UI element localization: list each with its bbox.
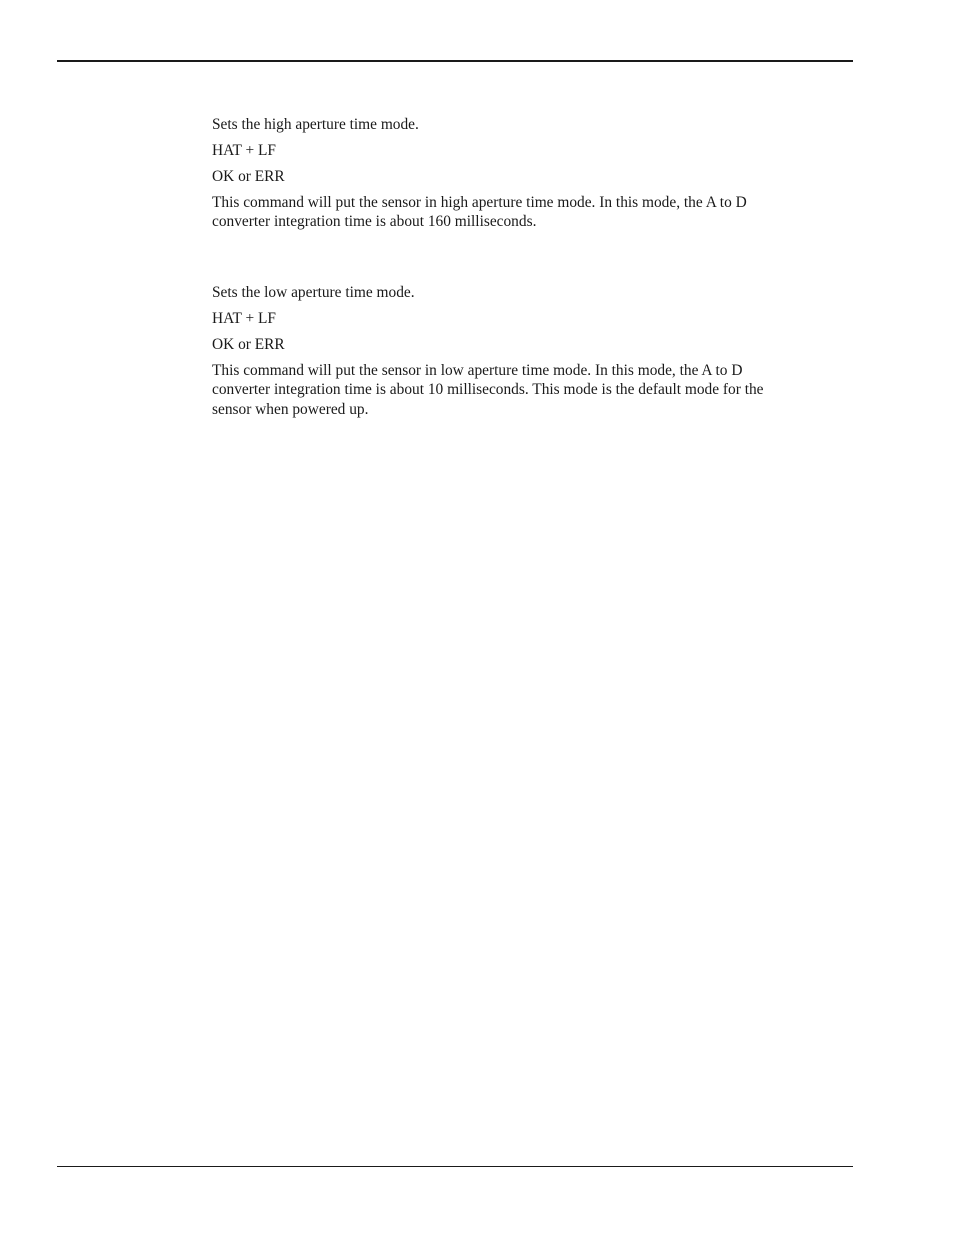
command-description: Sets the low aperture time mode. xyxy=(212,284,415,301)
command-syntax: HAT + LF xyxy=(212,142,276,159)
remarks-line: This command will put the sensor in low aperture time mode. In this mode, the A to D xyxy=(212,362,743,379)
command-returns: OK or ERR xyxy=(212,168,285,185)
remarks-line: converter integration time is about 10 milliseconds. This mode is the default mode for the xyxy=(212,381,764,399)
command-section-low-aperture xyxy=(212,283,857,419)
remarks-line: This command will put the sensor in high aperture time mode. In this mode, the A to D xyxy=(212,194,747,211)
command-syntax: HAT + LF xyxy=(212,310,276,327)
header-rule xyxy=(57,60,853,62)
command-description: Sets the high aperture time mode. xyxy=(212,116,419,133)
command-returns: OK or ERR xyxy=(212,336,285,353)
remarks-line: sensor when powered up. xyxy=(212,400,369,418)
command-remarks xyxy=(212,193,857,232)
command-remarks xyxy=(212,361,857,419)
footer-rule xyxy=(57,1166,853,1167)
remarks-line: converter integration time is about 160 milliseconds. xyxy=(212,213,537,231)
command-section-high-aperture xyxy=(212,115,857,232)
